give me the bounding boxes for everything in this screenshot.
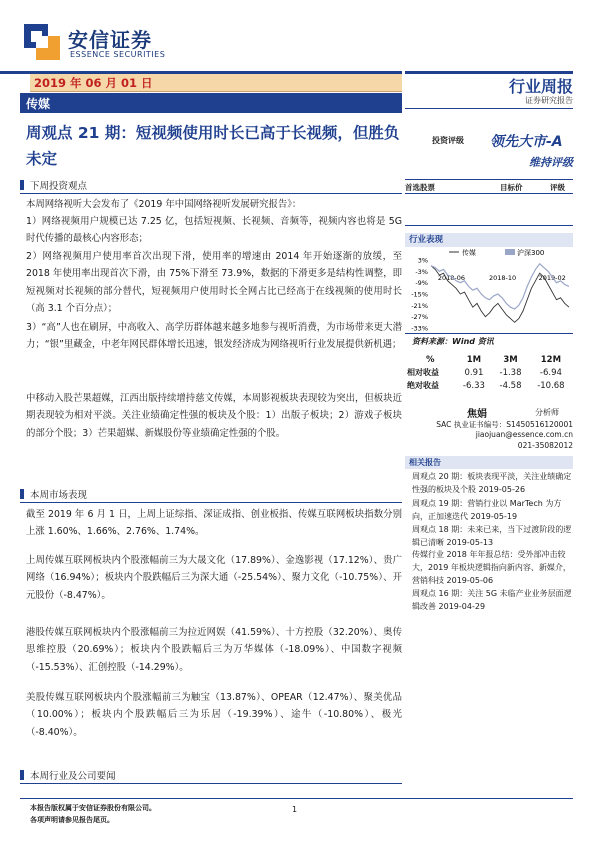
logo-text-cn: 安信证券 — [68, 28, 152, 52]
x-tick-label: 2018-06 — [437, 274, 466, 282]
analyst-name: 焦娟 — [467, 409, 487, 420]
perf-cell: 0.91 — [464, 367, 484, 378]
perf-header-cell: % — [426, 354, 435, 365]
section-title: 本周行业及公司要闻 — [30, 771, 116, 782]
page-number: 1 — [292, 805, 298, 814]
stock-col-rating: 评级 — [550, 183, 565, 192]
section-title: 下周投资观点 — [30, 181, 88, 192]
section-title: 本周市场表现 — [30, 490, 88, 501]
performance-title: 行业表现 — [405, 233, 573, 247]
y-tick-label: -33% — [411, 324, 428, 333]
section-rule — [20, 193, 402, 194]
logo-text-en: ESSENCE SECURITIES — [70, 50, 166, 59]
y-tick-label: -27% — [411, 313, 428, 322]
legend-hs300: 沪深300 — [517, 249, 545, 257]
doc-subtype: 证券研究报告 — [525, 96, 573, 105]
series-line-hs300 — [431, 264, 569, 309]
section-head-market — [20, 487, 402, 501]
sector-bar — [20, 93, 402, 113]
perf-row-relative — [405, 366, 573, 379]
stock-col-target: 目标价 — [500, 183, 523, 192]
perf-cell: -10.68 — [537, 380, 565, 391]
x-tick-label: 2019-02 — [538, 274, 566, 282]
related-report-item[interactable]: 周观点 16 期：关注 5G 未临产业业务层面逻辑改善 2019-04-29 — [412, 589, 572, 611]
paragraph: 1）网络视频用户规模已达 7.25 亿，包括短视频、长视频、音频等，视频内容也将是 5G 时代传播的最核心内容形态； — [26, 216, 402, 245]
perf-header-row — [405, 353, 573, 366]
perf-cell: -6.33 — [462, 380, 485, 391]
essence-logo-icon — [22, 22, 62, 62]
analyst-phone: 021-35082012 — [517, 441, 573, 450]
related-report-item[interactable]: 周观点 19 期：营销行业以 MarTech 为方向，正加速迭代 2019-05-19 — [412, 499, 562, 521]
perf-cell: -4.58 — [499, 380, 522, 391]
y-tick-label: 3% — [417, 256, 428, 265]
paragraph: 美股传媒互联网板块内个股涨幅前三为触宝（13.87%）、OPEAR（12.47%）、聚美优品（10.00%）；板块内个股跌幅后三为乐居（-19.39%）、途牛（-10.80%）、极光（-8.40%）。 — [26, 692, 402, 738]
stock-table-rule-mid — [405, 193, 573, 194]
related-report-item[interactable]: 传媒行业 2018 年年报总结：受外部冲击较大，2019 年板块逻辑指向新内容、新媒介，营销科技 2019-05-06 — [412, 550, 571, 585]
performance-chart — [405, 248, 573, 333]
y-tick-label: -15% — [411, 290, 428, 299]
paragraph: 中移动入股芒果超媒，江西出版持续增持慈文传媒，本周影视板块表现较为突出，但板块近期表现较为相对平淡。关注业绩确定性强的板块及个股：1）出版子板块；2）游戏子板块的部分个股；3）芒果超媒、新媒股份等业绩确定性强的个股。 — [26, 393, 402, 439]
y-tick-label: -21% — [411, 301, 428, 310]
section-rule — [20, 783, 402, 784]
related-title: 相关报告 — [405, 456, 573, 469]
footer-disclaimer: 各项声明请参见报告尾页。 — [30, 816, 114, 824]
perf-cell: -1.38 — [499, 367, 522, 378]
rating-value: 领先大市-A — [490, 134, 563, 150]
rating-sub: 维持评级 — [529, 156, 573, 169]
y-tick-label: -3% — [415, 267, 428, 276]
paragraph: 上周传媒互联网板块内个股涨幅前三为大晟文化（17.89%）、金逸影视（17.12%）、贵广网络（16.94%）；板块内个股跌幅后三为深大通（-25.54%）、聚力文化（-10.75%）、开元股份（-8.47%）。 — [26, 555, 402, 601]
sector-label: 传媒 — [26, 97, 51, 111]
analyst-role: 分析师 — [535, 408, 559, 417]
paragraph: 3）“高”人也在刷屏，中高收入、高学历群体越来越多地参与视听消费，为市场带来更大潜力；“银”里藏金，中老年网民群体增长迅速，银发经济成为网络视听行业发展提供新机遇； — [26, 322, 402, 351]
doc-type: 行业周报 — [508, 77, 573, 96]
section-marker — [20, 489, 24, 499]
x-tick-label: 2018-10 — [488, 274, 517, 282]
paragraph: 港股传媒互联网板块内个股涨幅前三为拉近网娱（41.59%）、十方控股（32.20%）、奥传思维控股（20.69%）；板块内个股跌幅后三为万华媒体（-18.09%）、中国数字视频（-15.53%）、汇创控股（-14.29%）。 — [26, 627, 402, 673]
perf-header-cell: 3M — [503, 354, 518, 365]
paragraph: 本周网络视听大会发布了《2019 年中国网络视听发展研究报告》： — [26, 199, 302, 210]
section-marker — [20, 770, 24, 780]
analyst-sac: SAC 执业证书编号：S1450516120001 — [436, 420, 573, 429]
rating-label: 投资评级 — [432, 136, 464, 145]
related-report-item[interactable]: 周观点 18 期：未来已来，当下过渡阶段的逻辑已清晰 2019-05-13 — [412, 525, 572, 547]
chart-source: 资料来源：Wind 资讯 — [412, 337, 494, 346]
section-marker — [20, 180, 24, 190]
perf-row-label: 绝对收益 — [407, 381, 439, 390]
legend-media: 传媒 — [462, 249, 476, 257]
section-head-news — [20, 768, 402, 782]
section-rule — [20, 502, 402, 503]
performance-table — [405, 353, 573, 392]
perf-row-absolute — [405, 379, 573, 392]
chart-rule — [405, 333, 573, 334]
related-report-item[interactable]: 周观点 20 期：板块表现平淡，关注业绩确定性强的板块及个股 2019-05-26 — [412, 472, 572, 494]
perf-header-cell: 1M — [466, 354, 482, 365]
footer-rule — [20, 798, 573, 799]
paragraph: 2）网络视频用户使用率首次出现下滑，使用率的增速由 2014 年开始逐渐的放缓，至 2018 年使用率出现首次下滑，由 75%下滑至 73.9%，数据的下滑更多是结构性调整，即短视频对长视频的部分替代，短视频用户使用时长全网占比已经高于在线视频的使用时长（高 3.1 个百分点）； — [26, 251, 402, 315]
footer-copyright: 本报告版权属于安信证券股份有限公司。 — [30, 804, 156, 812]
stock-table-rule-top — [405, 179, 573, 180]
report-date: 2019 年 06 月 01 日 — [34, 76, 153, 90]
page-title: 周观点 21 期：短视频使用时长已高于长视频，但胜负未定 — [26, 124, 400, 168]
perf-row-label: 相对收益 — [407, 368, 439, 377]
perf-cell: -6.94 — [539, 367, 562, 378]
legend-swatch-hs300 — [505, 249, 515, 255]
paragraph: 截至 2019 年 6 月 1 日，上周上证综指、深证成指、创业板指、传媒互联网板块指数分别上涨 1.60%、1.66%、2.76%、1.74%。 — [26, 509, 402, 538]
analyst-email[interactable]: jiaojuan@essence.com.cn — [475, 430, 573, 439]
section-head-weekly-view — [20, 178, 402, 192]
perf-header-cell: 12M — [540, 354, 562, 365]
stock-col-pick: 首选股票 — [405, 183, 435, 192]
header-rule-right — [405, 108, 573, 109]
stock-table-rule-bottom — [405, 225, 573, 226]
y-tick-label: -9% — [415, 279, 428, 288]
